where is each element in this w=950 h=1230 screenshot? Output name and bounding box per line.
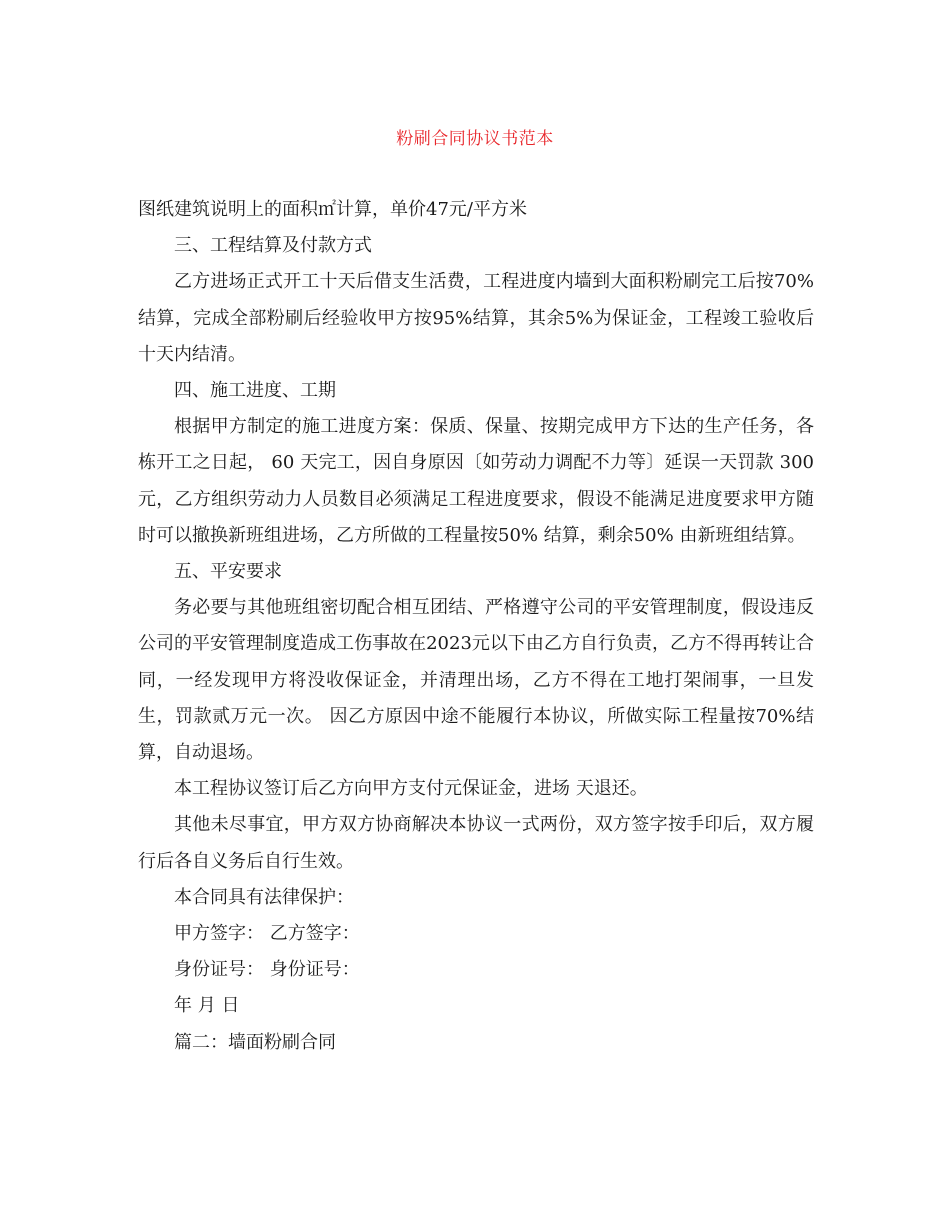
section-heading-safety: 五、平安要求 [174,561,282,583]
paragraph-area-pricing: 图纸建筑说明上的面积㎡计算，单价47元/平方米 [138,199,527,220]
paragraph-settlement: 乙方进场正式开工十天后借支生活费，工程进度内墙到大面积粉刷完工后按70%结算，完成全部粉刷后经验收甲方按95%结算，其余5%为保证金，工程竣工验收后十天内结清。 [138,271,814,365]
document-body [138,192,814,1061]
paragraph-other-matters: 其他未尽事宜，甲方双方协商解决本协议一式两份，双方签字按手印后，双方履行后各自义务后自行生效。 [138,814,814,872]
signature-line: 甲方签字： 乙方签字： [174,923,360,945]
id-number-line: 身份证号： 身份证号： [174,959,360,981]
paragraph-schedule: 根据甲方制定的施工进度方案：保质、保量、按期完成甲方下达的生产任务，各栋开工之日起， 60 天完工，因自身原因〔如劳动力调配不力等〕延误一天罚款 300 元，乙方组织劳动力人员数目必须满足工程进度要求，假设不能满足进度要求甲方随时可以撤换新班组进场，乙方所做的工程量按50% 结算，剩余50% 由新班组结算。 [138,416,814,546]
paragraph-deposit: 本工程协议签订后乙方向甲方支付元保证金，进场 天退还。 [174,778,648,800]
date-line: 年 月 日 [174,995,240,1017]
section-heading-schedule: 四、施工进度、工期 [174,380,336,402]
paragraph-legal-protection: 本合同具有法律保护： [174,886,354,908]
document-title: 粉刷合同协议书范本 [396,129,554,149]
section-heading-settlement: 三、工程结算及付款方式 [174,235,372,257]
paragraph-safety: 务必要与其他班组密切配合相互团结、严格遵守公司的平安管理制度，假设违反公司的平安管理制度造成工伤事故在2023元以下由乙方自行负责，乙方不得再转让合同，一经发现甲方将没收保证金，并清理出场，乙方不得在工地打架闹事，一旦发生，罚款贰万元一次。 因乙方原因中途不能履行本协议，所做实际工程量按70%结算，自动退场。 [138,597,814,764]
part-two-heading: 篇二：墙面粉刷合同 [174,1031,336,1053]
